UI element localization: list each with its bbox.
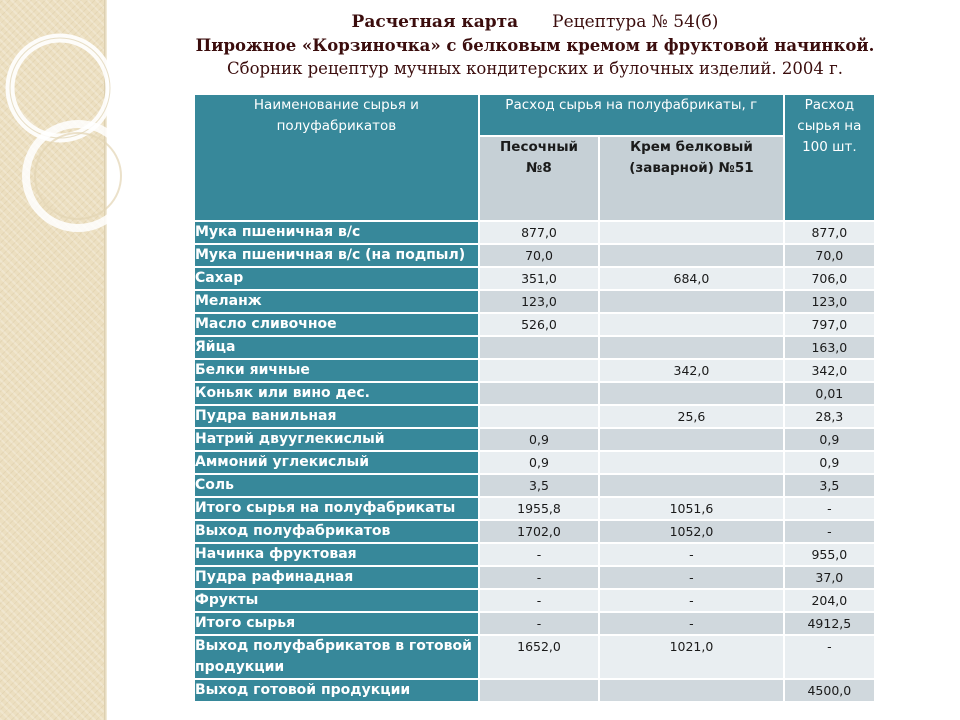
total-value: 797,0 — [785, 314, 874, 335]
sandy-dough-value — [480, 680, 598, 701]
table-row — [195, 475, 874, 496]
protein-cream-value — [600, 383, 783, 404]
sandy-dough-value: 351,0 — [480, 268, 598, 289]
ingredient-name: Аммоний углекислый — [195, 452, 478, 473]
protein-cream-value: 1021,0 — [600, 636, 783, 678]
ingredient-name: Коньяк или вино дес. — [195, 383, 478, 404]
ingredient-name: Итого сырья на полуфабрикаты — [195, 498, 478, 519]
protein-cream-value — [600, 314, 783, 335]
ingredient-name: Пудра рафинадная — [195, 567, 478, 588]
total-value: 4912,5 — [785, 613, 874, 634]
total-value: 123,0 — [785, 291, 874, 312]
total-value: 3,5 — [785, 475, 874, 496]
ingredient-name: Начинка фруктовая — [195, 544, 478, 565]
ingredient-name: Мука пшеничная в/с (на подпыл) — [195, 245, 478, 266]
table-row — [195, 590, 874, 611]
protein-cream-value — [600, 475, 783, 496]
recipe-number: Рецептура № 54(б) — [552, 12, 719, 32]
total-value: 706,0 — [785, 268, 874, 289]
sandy-dough-value: 3,5 — [480, 475, 598, 496]
sandy-dough-value: 1702,0 — [480, 521, 598, 542]
header-sandy-dough: Песочный №8 — [480, 137, 598, 220]
total-value: - — [785, 521, 874, 542]
ingredient-name: Выход полуфабрикатов в готовой продукции — [195, 636, 478, 678]
protein-cream-value: 1052,0 — [600, 521, 783, 542]
table-row — [195, 521, 874, 542]
total-value: 4500,0 — [785, 680, 874, 701]
header-total-per-100: Расход сырья на 100 шт. — [785, 95, 874, 220]
protein-cream-value — [600, 337, 783, 358]
ingredient-name: Пудра ванильная — [195, 406, 478, 427]
table-row — [195, 314, 874, 335]
protein-cream-value — [600, 680, 783, 701]
ingredient-name: Масло сливочное — [195, 314, 478, 335]
protein-cream-value — [600, 245, 783, 266]
sandy-dough-value: - — [480, 544, 598, 565]
sandy-dough-value: 1652,0 — [480, 636, 598, 678]
protein-cream-value — [600, 429, 783, 450]
total-value: 28,3 — [785, 406, 874, 427]
total-value: 0,9 — [785, 452, 874, 473]
ingredient-name: Итого сырья — [195, 613, 478, 634]
ingredient-name: Яйца — [195, 337, 478, 358]
protein-cream-value: 25,6 — [600, 406, 783, 427]
table-row — [195, 429, 874, 450]
ingredient-name: Белки яичные — [195, 360, 478, 381]
total-value: 877,0 — [785, 222, 874, 243]
table-row — [195, 613, 874, 634]
protein-cream-value: 684,0 — [600, 268, 783, 289]
table-row — [195, 636, 874, 678]
decorative-rings — [0, 0, 140, 260]
table-row — [195, 360, 874, 381]
table-row — [195, 337, 874, 358]
total-value: 37,0 — [785, 567, 874, 588]
total-value: 70,0 — [785, 245, 874, 266]
protein-cream-value: 1051,6 — [600, 498, 783, 519]
protein-cream-value — [600, 291, 783, 312]
ingredient-name: Натрий двууглекислый — [195, 429, 478, 450]
ingredient-name: Выход готовой продукции — [195, 680, 478, 701]
protein-cream-value: - — [600, 613, 783, 634]
total-value: 204,0 — [785, 590, 874, 611]
protein-cream-value: - — [600, 590, 783, 611]
protein-cream-value: 342,0 — [600, 360, 783, 381]
ingredient-name: Выход полуфабрикатов — [195, 521, 478, 542]
sandy-dough-value — [480, 383, 598, 404]
protein-cream-value: - — [600, 567, 783, 588]
total-value: 0,01 — [785, 383, 874, 404]
sandy-dough-value: 877,0 — [480, 222, 598, 243]
ingredient-name: Меланж — [195, 291, 478, 312]
table-row — [195, 452, 874, 473]
sandy-dough-value — [480, 360, 598, 381]
table-row — [195, 567, 874, 588]
sandy-dough-value: 70,0 — [480, 245, 598, 266]
table-row — [195, 498, 874, 519]
header-semi-products: Расход сырья на полуфабрикаты, г — [480, 95, 783, 135]
ingredient-name: Соль — [195, 475, 478, 496]
total-value: 0,9 — [785, 429, 874, 450]
sandy-dough-value: 1955,8 — [480, 498, 598, 519]
header-protein-cream: Крем белковый (заварной) №51 — [600, 137, 783, 220]
sandy-dough-value: - — [480, 567, 598, 588]
table-row — [195, 291, 874, 312]
sandy-dough-value: - — [480, 613, 598, 634]
title-line-1 — [120, 10, 950, 34]
source-reference: Сборник рецептур мучных кондитерских и булочных изделий. 2004 г. — [227, 59, 843, 78]
table-row — [195, 222, 874, 243]
total-value: - — [785, 636, 874, 678]
total-value: 955,0 — [785, 544, 874, 565]
table-row — [195, 245, 874, 266]
table-body — [195, 222, 874, 701]
total-value: 342,0 — [785, 360, 874, 381]
sandy-dough-value: 123,0 — [480, 291, 598, 312]
total-value: - — [785, 498, 874, 519]
protein-cream-value — [600, 452, 783, 473]
sandy-dough-value — [480, 406, 598, 427]
table-row — [195, 544, 874, 565]
table-row — [195, 268, 874, 289]
sandy-dough-value: 526,0 — [480, 314, 598, 335]
table-row — [195, 680, 874, 701]
table-row — [195, 406, 874, 427]
slide-title — [120, 10, 950, 80]
header-ingredient-name: Наименование сырья и полуфабрикатов — [195, 95, 478, 220]
ingredient-name: Фрукты — [195, 590, 478, 611]
sandy-dough-value: 0,9 — [480, 429, 598, 450]
card-label: Расчетная карта — [351, 12, 519, 32]
sandy-dough-value — [480, 337, 598, 358]
sandy-dough-value: 0,9 — [480, 452, 598, 473]
ingredient-name: Сахар — [195, 268, 478, 289]
total-value: 163,0 — [785, 337, 874, 358]
product-name: Пирожное «Корзиночка» с белковым кремом и фруктовой начинкой. — [195, 36, 875, 55]
protein-cream-value — [600, 222, 783, 243]
protein-cream-value: - — [600, 544, 783, 565]
sandy-dough-value: - — [480, 590, 598, 611]
ingredient-name: Мука пшеничная в/с — [195, 222, 478, 243]
recipe-table — [193, 93, 876, 703]
table-row — [195, 383, 874, 404]
